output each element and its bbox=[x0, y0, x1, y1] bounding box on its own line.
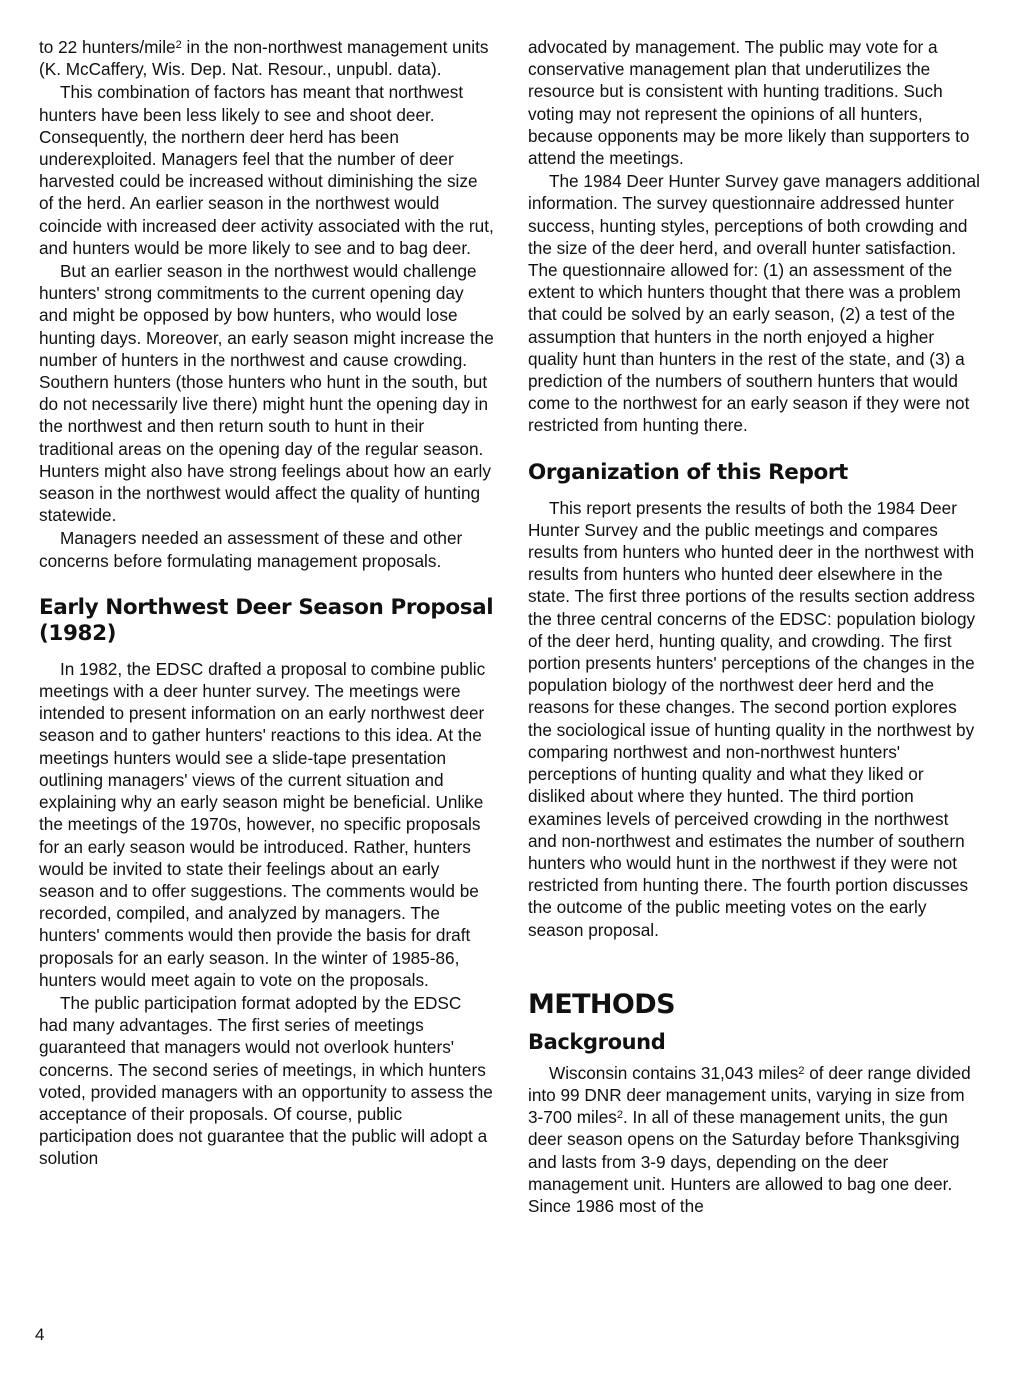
page-number: 4 bbox=[35, 1325, 45, 1344]
text-run: . In all of these management units, the gun deer season opens on the Saturday before Thanksgiving and lasts from 3-9 days, depending on the deer management unit. Hunters are allowed to bag one deer. Since 1986 most of the bbox=[528, 1107, 960, 1216]
paragraph bbox=[39, 36, 494, 80]
superscript: 2 bbox=[616, 1109, 623, 1122]
text-run: to 22 hunters/mile bbox=[39, 37, 176, 57]
right-column bbox=[528, 36, 980, 1218]
paragraph: This report presents the results of both the 1984 Deer Hunter Survey and the public meetings and compares results from hunters who hunted deer in the northwest with results from hunters who hunted deer elsewhere in the state. The first three portions of the results section address the three central concerns of the EDSC: population biology of the deer herd, hunting quality, and crowding. The first portion presents hunters' perceptions of the changes in the population biology of the northwest deer herd and the reasons for these changes. The second portion explores the sociological issue of hunting quality in the northwest by comparing northwest and non-northwest hunters' perceptions of hunting quality and what they liked or disliked about where they hunted. The third portion examines levels of perceived crowding in the northwest and non-northwest and estimates the number of southern hunters who would hunt in the northwest if they were not restricted from hunting there. The fourth portion discusses the outcome of the public meeting votes on the early season proposal. bbox=[528, 497, 976, 940]
major-heading: METHODS bbox=[528, 988, 675, 1020]
text-run: in the non-northwest management units (K. McCaffery, Wis. Dep. Nat. Resour., unpubl. data). bbox=[39, 37, 489, 80]
text-run: Wisconsin contains 31,043 miles bbox=[549, 1062, 799, 1083]
paragraph: The 1984 Deer Hunter Survey gave managers additional information. The survey questionnaire addressed hunter success, hunting styles, perceptions of both crowding and the size of the deer herd, and overall hunter satisfaction. The questionnaire allowed for: (1) an assessment of the extent to which hunters thought that there was a problem that could be solved by an early season, (2) a test of the assumption that hunters in the north enjoyed a higher quality hunt than hunters in the rest of the state, and (3) a prediction of the numbers of southern hunters that would come to the northwest for an early season if they were not restricted from hunting there. bbox=[528, 171, 980, 436]
superscript: 2 bbox=[798, 1064, 805, 1077]
paragraph: advocated by management. The public may vote for a conservative management plan that underutilizes the resource but is consistent with hunting traditions. Such voting may not represent the opinions of all hunters, because opponents may be more likely than supporters to attend the meetings. bbox=[528, 37, 970, 169]
paragraph: The public participation format adopted by the EDSC had many advantages. The first series of meetings guaranteed that managers would not overlook hunters' concerns. The second series of meetings, in which hunters voted, provided managers with an opportunity to assess the acceptance of their proposals. Of course, public participation does not guarantee that the public will adopt a solution bbox=[39, 992, 493, 1169]
left-column bbox=[39, 36, 494, 1171]
subheading: Background bbox=[528, 1029, 666, 1054]
superscript: 2 bbox=[175, 39, 182, 51]
paragraph: Managers needed an assessment of these and other concerns before formulating management proposals. bbox=[39, 528, 463, 571]
section-heading: Early Northwest Deer Season Proposal (1982) bbox=[39, 594, 494, 646]
paragraph: This combination of factors has meant that northwest hunters have been less likely to see and shoot deer. Consequently, the northern deer herd has been underexploited. Managers feel that the number of deer harvested could be increased without diminishing the size of the herd. An earlier season in the northwest would coincide with increased deer activity associated with the rut, and hunters would be more likely to see and to bag deer. bbox=[39, 82, 494, 258]
paragraph: But an earlier season in the northwest would challenge hunters' strong commitments to the current opening day and might be opposed by bow hunters, who would lose hunting days. Moreover, an early season might increase the number of hunters in the northwest and cause crowding. Southern hunters (those hunters who hunt in the south, but do not necessarily live there) might hunt the opening day in the northwest and then return south to hunt in their traditional areas on the opening day of the regular season. Hunters might also have strong feelings about how an early season in the northwest would affect the quality of hunting statewide. bbox=[39, 261, 494, 526]
text-run: of deer range divided into 99 DNR deer management units, varying in size from 3-700 miles bbox=[528, 1062, 971, 1128]
paragraph bbox=[528, 1062, 980, 1217]
paragraph: In 1982, the EDSC drafted a proposal to combine public meetings with a deer hunter survey. The meetings were intended to present information on an early northwest deer season and to gather hunters' reactions to this idea. At the meetings hunters would see a slide-tape presentation outlining managers' views of the current situation and explaining why an early season might be beneficial. Unlike the meetings of the 1970s, however, no specific proposals for an early season would be introduced. Rather, hunters would be invited to state their feelings about an early season and to offer suggestions. The comments would be recorded, compiled, and analyzed by managers. The hunters' comments would then provide the basis for draft proposals for an early season. In the winter of 1985-86, hunters would meet again to vote on the proposals. bbox=[39, 658, 486, 990]
section-heading: Organization of this Report bbox=[528, 459, 848, 485]
